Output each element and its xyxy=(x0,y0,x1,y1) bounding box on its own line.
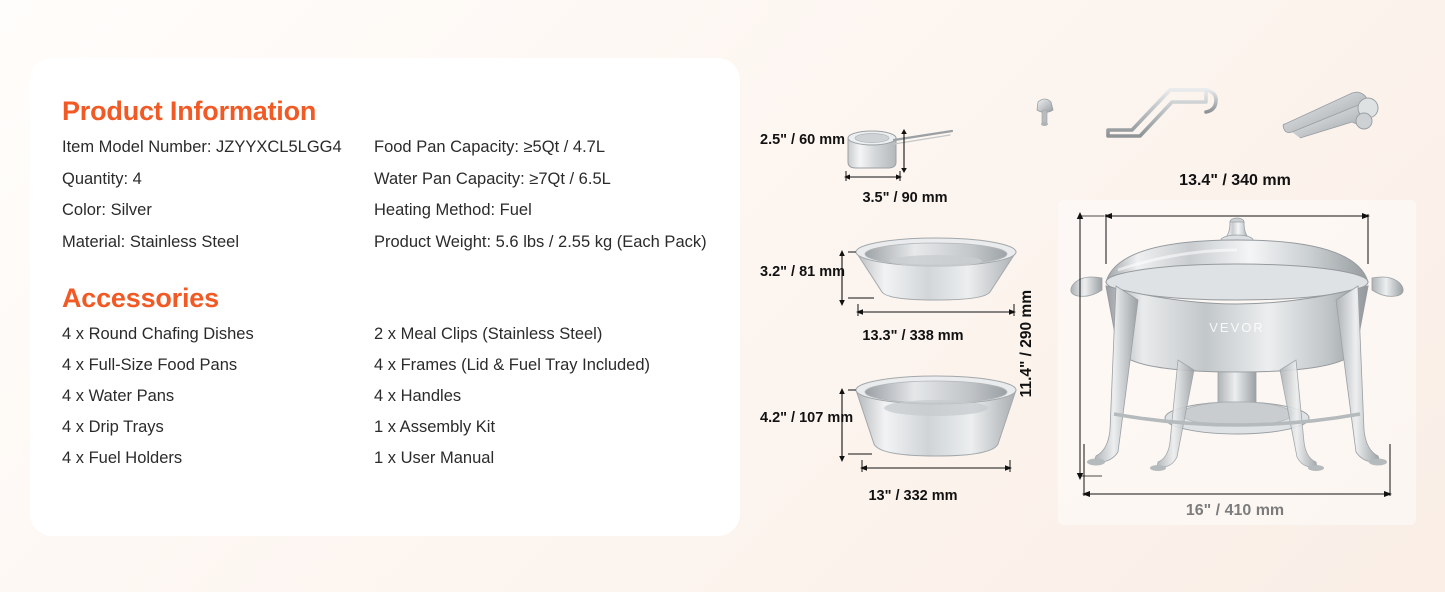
spec-item: Water Pan Capacity: ≥7Qt / 6.5L xyxy=(374,169,611,188)
accessories-list xyxy=(62,324,710,469)
food-pan-height-label: 3.2" / 81 mm xyxy=(760,264,846,280)
water-pan-diagram xyxy=(760,368,1030,518)
spec-item: Heating Method: Fuel xyxy=(374,201,532,220)
component-dimension-diagrams xyxy=(760,60,1030,540)
meal-clip-part xyxy=(1283,92,1378,138)
chafer-height-label: 11.4" / 290 mm xyxy=(1018,290,1035,398)
chafer-base-width-label: 16" / 410 mm xyxy=(1185,502,1285,519)
accessory-item: 4 x Full-Size Food Pans xyxy=(62,355,238,374)
fuel-holder-height-label: 2.5" / 60 mm xyxy=(760,132,846,148)
product-information-card xyxy=(30,58,740,536)
accessory-item: 4 x Handles xyxy=(374,386,462,405)
accessory-item: 4 x Fuel Holders xyxy=(62,449,183,467)
accessory-item: 4 x Water Pans xyxy=(62,386,175,405)
brand-logo: VEVOR xyxy=(1209,320,1265,335)
water-pan-width-label: 13" / 332 mm xyxy=(868,488,958,504)
accessory-item: 1 x Assembly Kit xyxy=(374,417,496,436)
fuel-holder-diagram xyxy=(760,122,1030,217)
spec-item: Color: Silver xyxy=(62,201,152,220)
spec-item: Quantity: 4 xyxy=(62,169,142,188)
food-pan-diagram xyxy=(760,230,1030,360)
accessory-item: 2 x Meal Clips (Stainless Steel) xyxy=(374,324,603,343)
wire-handle-part xyxy=(1108,90,1216,136)
spec-list xyxy=(62,137,710,253)
spec-item: Food Pan Capacity: ≥5Qt / 4.7L xyxy=(374,138,606,156)
spec-item: Material: Stainless Steel xyxy=(62,232,239,251)
fuel-holder-width-label: 3.5" / 90 mm xyxy=(862,190,948,206)
accessories-title: Accessories xyxy=(62,282,219,313)
accessory-parts-illustration xyxy=(1020,80,1420,150)
accessory-item: 4 x Drip Trays xyxy=(62,417,164,436)
water-pan-height-label: 4.2" / 107 mm xyxy=(760,410,854,426)
accessory-item: 1 x User Manual xyxy=(374,449,495,467)
chafing-dish-diagram xyxy=(1058,200,1416,525)
chafer-top-width-label: 13.4" / 340 mm xyxy=(1179,172,1291,189)
accessory-item: 4 x Frames (Lid & Fuel Tray Included) xyxy=(374,355,651,374)
page-title: Product Information xyxy=(62,96,317,126)
knob-part xyxy=(1037,99,1053,126)
food-pan-width-label: 13.3" / 338 mm xyxy=(862,328,964,344)
accessory-item: 4 x Round Chafing Dishes xyxy=(62,324,254,343)
spec-item: Product Weight: 5.6 lbs / 2.55 kg (Each Pack) xyxy=(374,232,707,251)
spec-item: Item Model Number: JZYYXCL5LGG4 xyxy=(62,138,342,156)
